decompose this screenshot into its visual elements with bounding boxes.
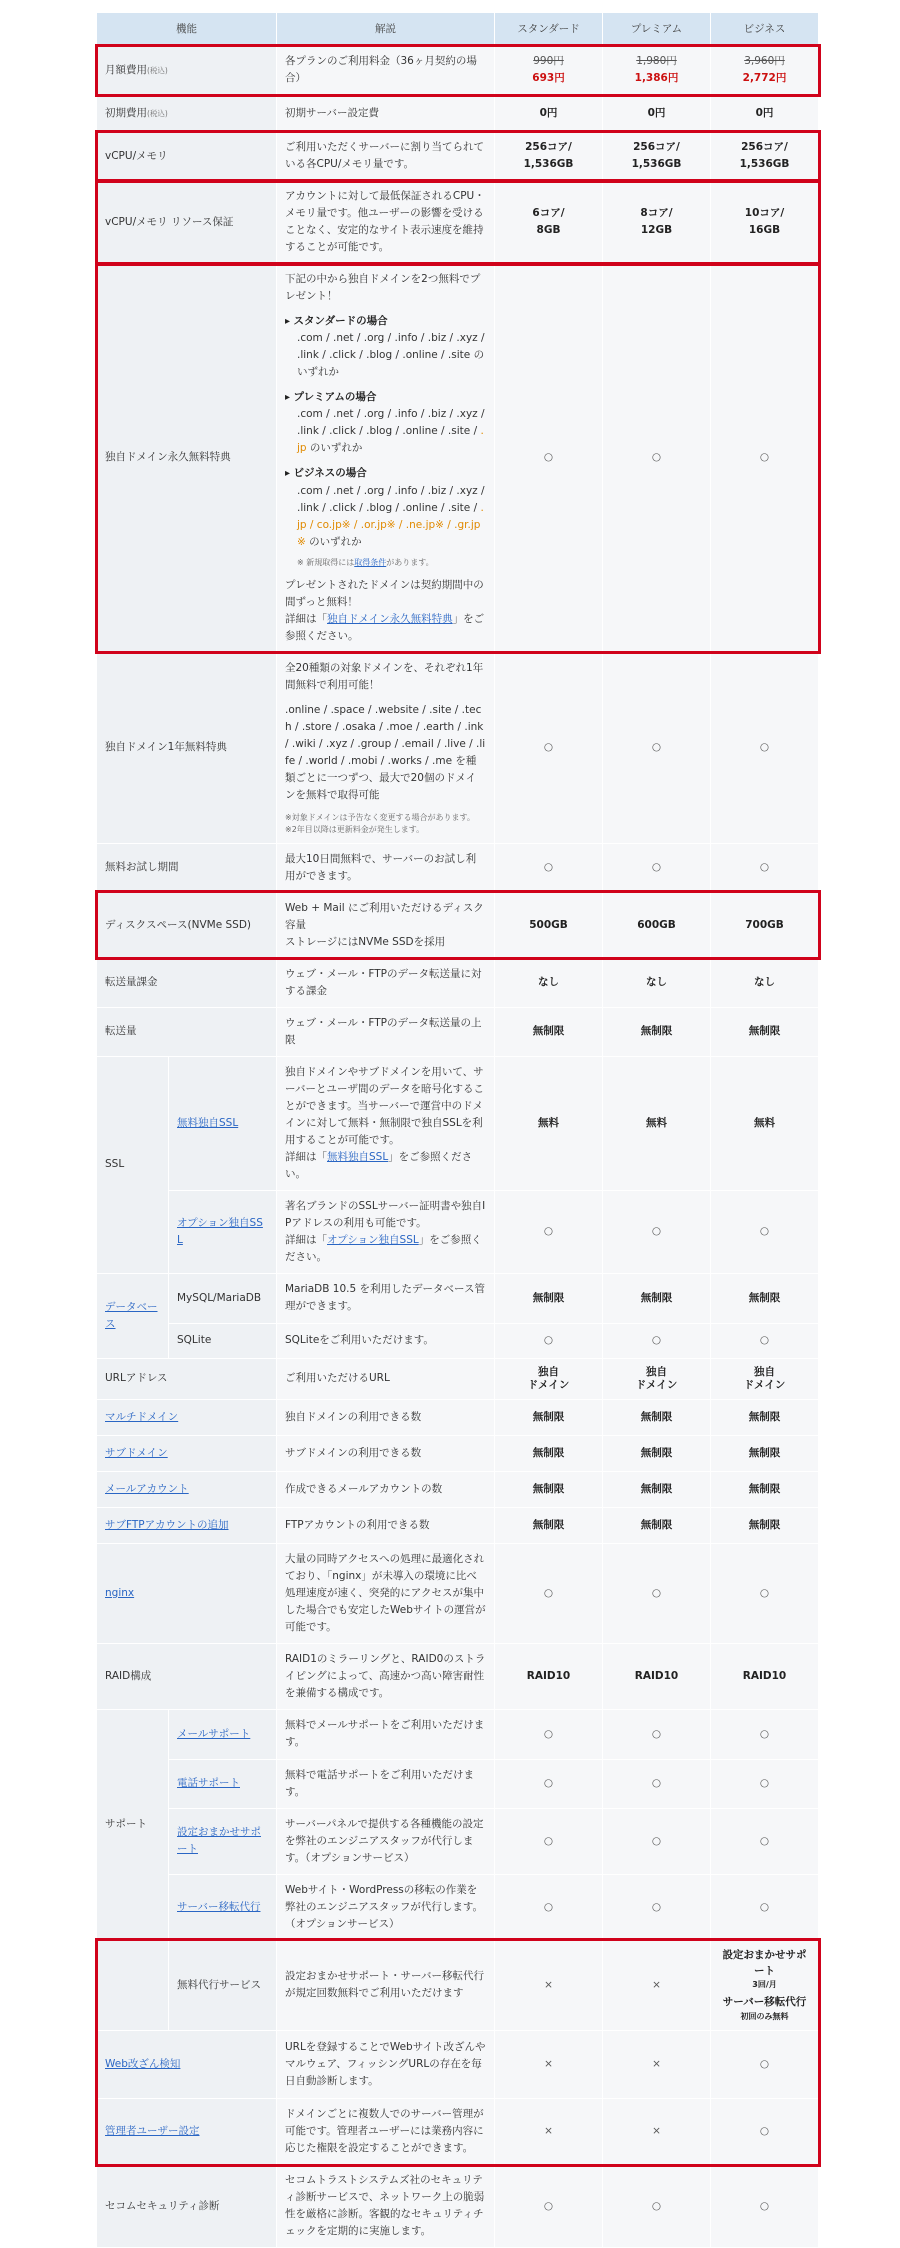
row-db-mysql <box>97 1273 819 1323</box>
label-mysql: MySQL/MariaDB <box>169 1273 277 1323</box>
domain-year-list: .online / .space / .website / .site / .tech / .store / .osaka / .moe / .earth / .ink / .wiki / .xyz / .group / .email / .live / .life / .world / .mobi / .works / .me を種類ごとに一つずつ、最大で20個のドメインを無料で取得可能 <box>285 703 486 801</box>
plan-title-business: ▸ ビジネスの場合 <box>285 465 486 482</box>
value-cell <box>711 1358 819 1399</box>
value-cell: 無料 <box>711 1056 819 1190</box>
phone-support-link[interactable]: 電話サポート <box>177 1777 240 1790</box>
value-cell: ○ <box>711 1808 819 1874</box>
value-cell <box>603 181 711 264</box>
value-cell: ○ <box>495 1323 603 1358</box>
value-cell: 無制限 <box>603 1471 711 1507</box>
row-multidomain <box>97 1399 819 1435</box>
desc-mail-account: 作成できるメールアカウントの数 <box>277 1471 495 1507</box>
value-cell: ○ <box>603 264 711 653</box>
value-line: 256コア/ <box>741 141 788 153</box>
value-cell <box>603 132 711 181</box>
domain-free-link[interactable]: 独自ドメイン永久無料特典 <box>327 612 453 625</box>
desc-monthly-fee: 各プランのご利用料金（36ヶ月契約の場合） <box>277 46 495 95</box>
value-cell: 無制限 <box>495 1471 603 1507</box>
desc-multidomain: 独自ドメインの利用できる数 <box>277 1399 495 1435</box>
value-line: 16GB <box>748 224 781 236</box>
value-cell: ○ <box>711 264 819 653</box>
domain-list-tail: のいずれか <box>306 442 363 455</box>
value-cell <box>603 1358 711 1399</box>
value-cell: ○ <box>603 1190 711 1273</box>
desc-transfer-fee: ウェブ・メール・FTPのデータ転送量に対する課金 <box>277 958 495 1007</box>
admin-user-link[interactable]: 管理者ユーザー設定 <box>105 2125 200 2138</box>
mail-account-link[interactable]: メールアカウント <box>105 1482 189 1495</box>
tax-note: (税込) <box>147 108 168 118</box>
desc-subdomain: サブドメインの利用できる数 <box>277 1435 495 1471</box>
value-cell: ○ <box>603 1874 711 1940</box>
domain-closing: プレゼントされたドメインは契約期間中の間ずっと無料！ <box>285 578 484 608</box>
label-multidomain <box>97 1399 277 1435</box>
desc-support-migration: Webサイト・WordPressの移転の作業を弊社のエンジニアスタッフが代行します。（オプションサービス） <box>277 1874 495 1940</box>
value-cell: 無制限 <box>711 1435 819 1471</box>
label-tamper <box>97 2031 277 2099</box>
value-cell: RAID10 <box>495 1643 603 1709</box>
desc-disk <box>277 892 495 958</box>
domain-intro: 下記の中から独自ドメインを2つ無料でプレゼント！ <box>285 273 481 302</box>
value-line: 3回/月 <box>752 1980 777 1990</box>
header-description: 解説 <box>277 13 495 46</box>
value-cell: × <box>495 1940 603 2030</box>
row-nginx <box>97 1543 819 1643</box>
value-cell: 無料 <box>603 1056 711 1190</box>
row-ssl-option <box>97 1190 819 1273</box>
domain-list-business <box>285 483 486 551</box>
desc-free-agency: 設定おまかせサポート・サーバー移転代行が規定回数無料でご利用いただけます <box>277 1940 495 2030</box>
price-business <box>711 46 819 95</box>
label-vcpu-guarantee: vCPU/メモリ リソース保証 <box>97 181 277 264</box>
label-ssl: SSL <box>97 1056 169 1273</box>
label-trial: 無料お試し期間 <box>97 843 277 892</box>
row-initial-fee <box>97 95 819 132</box>
ssl-option-desc: 著名ブランドのSSLサーバー証明書や独自IPアドレスの利用も可能です。 <box>285 1199 486 1229</box>
desc-support-phone: 無料で電話サポートをご利用いただけます。 <box>277 1759 495 1808</box>
label-transfer: 転送量 <box>97 1007 277 1056</box>
plan-title-standard: ▸ スタンダードの場合 <box>285 313 486 330</box>
value-line: 1,536GB <box>631 158 682 170</box>
label-ssl-option <box>169 1190 277 1273</box>
table-header <box>97 13 819 46</box>
value-cell: ○ <box>711 1759 819 1808</box>
value-cell: ○ <box>495 2165 603 2248</box>
value-cell: 無制限 <box>603 1399 711 1435</box>
value-cell: 無制限 <box>495 1273 603 1323</box>
value-line: 10コア/ <box>744 207 785 219</box>
monthly-fee-label: 月額費用 <box>105 63 147 76</box>
row-vcpu <box>97 132 819 181</box>
row-support-mail <box>97 1709 819 1759</box>
nginx-link[interactable]: nginx <box>105 1586 135 1599</box>
subdomain-link[interactable]: サブドメイン <box>105 1446 168 1459</box>
value-cell <box>711 1940 819 2030</box>
value-line: ドメイン <box>635 1378 678 1391</box>
value-line: 独自 <box>646 1365 667 1378</box>
value-cell: RAID10 <box>711 1643 819 1709</box>
value-cell: なし <box>495 958 603 1007</box>
value-cell: 無制限 <box>603 1273 711 1323</box>
value-cell: ○ <box>603 1759 711 1808</box>
row-transfer <box>97 1007 819 1056</box>
domain-list-premium <box>285 406 486 457</box>
label-database <box>97 1273 169 1358</box>
row-subdomain <box>97 1435 819 1471</box>
value-cell: ○ <box>711 1709 819 1759</box>
header-premium: プレミアム <box>603 13 711 46</box>
row-mail-account <box>97 1471 819 1507</box>
value-cell: 600GB <box>603 892 711 958</box>
desc-support-mail: 無料でメールサポートをご利用いただけます。 <box>277 1709 495 1759</box>
value-line: 256コア/ <box>525 141 572 153</box>
row-support-phone <box>97 1759 819 1808</box>
label-mail-account <box>97 1471 277 1507</box>
value-cell: 無制限 <box>711 1507 819 1543</box>
value-cell <box>495 132 603 181</box>
label-support-phone <box>169 1759 277 1808</box>
desc-nginx: 大量の同時アクセスへの処理に最適化されており、「nginx」が未導入の環境に比べ処理速度が速く、突発的にアクセスが集中した場合でも安定したWebサイトの運営が可能です。 <box>277 1543 495 1643</box>
value-line: 8コア/ <box>640 207 673 219</box>
detail-text: 詳細は「 <box>285 1233 327 1246</box>
domain-list-standard: .com / .net / .org / .info / .biz / .xyz / .link / .click / .blog / .online / .site のいずれか <box>297 332 485 379</box>
value-cell: × <box>495 2031 603 2099</box>
value-cell: ○ <box>711 1190 819 1273</box>
desc-vcpu: ご利用いただくサーバーに割り当てられている各CPU/メモリ量です。 <box>277 132 495 181</box>
desc-tamper: URLを登録することでWebサイト改ざんやマルウェア、フィッシングURLの存在を毎日自動診断します。 <box>277 2031 495 2099</box>
row-admin-user <box>97 2099 819 2165</box>
value-cell <box>495 181 603 264</box>
value-line: 設定おまかせサポート <box>722 1948 807 1977</box>
row-domain-free <box>97 264 819 653</box>
label-nginx <box>97 1543 277 1643</box>
desc-initial-fee: 初期サーバー設定費 <box>277 95 495 132</box>
value-cell: ○ <box>711 2165 819 2248</box>
row-disk <box>97 892 819 958</box>
disk-desc: Web + Mail にご利用いただけるディスク容量 <box>285 901 484 931</box>
label-url: URLアドレス <box>97 1358 277 1399</box>
free-ssl-link[interactable]: 無料独自SSL <box>177 1116 239 1129</box>
label-initial-fee <box>97 95 277 132</box>
value-cell: × <box>495 2099 603 2165</box>
domain-year-note: ※2年目以降は更新料金が発生します。 <box>285 824 425 834</box>
desc-domain-free <box>277 264 495 653</box>
domain-list-text: .com / .net / .org / .info / .biz / .xyz / .link / .click / .blog / .online / .site / <box>297 484 485 514</box>
value-cell: 0円 <box>711 95 819 132</box>
price-standard <box>495 46 603 95</box>
detail-text: 」をご参照ください。 <box>285 612 485 642</box>
value-line: 独自 <box>538 1365 559 1378</box>
value-cell <box>495 1358 603 1399</box>
row-raid <box>97 1643 819 1709</box>
plan-title-premium: ▸ プレミアムの場合 <box>285 389 486 406</box>
label-transfer-fee: 転送量課金 <box>97 958 277 1007</box>
value-cell: ○ <box>495 1709 603 1759</box>
acquisition-conditions-link[interactable]: 取得条件 <box>354 557 387 567</box>
value-cell: なし <box>711 958 819 1007</box>
detail-text: 」をご参照ください。 <box>285 1233 482 1263</box>
note-text: ※ 新規取得には <box>297 557 355 567</box>
value-cell: ○ <box>603 2165 711 2248</box>
value-cell: ○ <box>711 1874 819 1940</box>
value-cell <box>711 181 819 264</box>
row-domain-year <box>97 652 819 843</box>
value-cell: × <box>603 1940 711 2030</box>
row-vcpu-guarantee <box>97 181 819 264</box>
desc-vcpu-guarantee: アカウントに対して最低保証されるCPU・メモリ量です。他ユーザーの影響を受けることなく、安定的なサイト表示速度を維持することが可能です。 <box>277 181 495 264</box>
label-monthly-fee <box>97 46 277 95</box>
value-cell: なし <box>603 958 711 1007</box>
value-line: ドメイン <box>743 1378 786 1391</box>
value-line: 初回のみ無料 <box>740 2012 789 2022</box>
value-cell: ○ <box>711 2099 819 2165</box>
value-cell: 無制限 <box>711 1471 819 1507</box>
desc-support-setup: サーバーパネルで提供する各種機能の設定を弊社のエンジニアスタッフが代行します。（オプションサービス） <box>277 1808 495 1874</box>
value-line: サーバー移転代行 <box>722 1996 807 2009</box>
row-url <box>97 1358 819 1399</box>
label-support-mail <box>169 1709 277 1759</box>
label-admin-user <box>97 2099 277 2165</box>
label-free-agency: 無料代行サービス <box>169 1940 277 2030</box>
label-sqlite: SQLite <box>169 1323 277 1358</box>
desc-domain-year <box>277 652 495 843</box>
desc-admin-user: ドメインごとに複数人でのサーバー管理が可能です。管理者ユーザーには業務内容に応じた権限を設定することができます。 <box>277 2099 495 2165</box>
row-ssl-free <box>97 1056 819 1190</box>
value-line: ドメイン <box>527 1378 570 1391</box>
domain-list-text: .com / .net / .org / .info / .biz / .xyz / .link / .click / .blog / .online / .site / <box>297 408 485 438</box>
desc-secom: セコムトラストシステムズ社のセキュリティ診断サービスで、ネットワーク上の脆弱性を厳格に診断。客観的なセキュリティチェックを定期的に実施します。 <box>277 2165 495 2248</box>
new-price: 2,772円 <box>742 72 787 84</box>
value-cell: 無制限 <box>495 1399 603 1435</box>
value-cell: 0円 <box>603 95 711 132</box>
old-price: 3,960円 <box>744 55 785 67</box>
domain-detail <box>285 613 484 642</box>
value-cell: ○ <box>495 652 603 843</box>
migration-support-link[interactable]: サーバー移転代行 <box>177 1900 261 1913</box>
domain-jp: .jp <box>297 425 484 455</box>
value-cell: 無制限 <box>603 1007 711 1056</box>
value-cell: ○ <box>603 652 711 843</box>
label-subdomain <box>97 1435 277 1471</box>
desc-raid: RAID1のミラーリングと、RAID0のストライピングによって、高速かつ高い障害耐性を兼備する構成です。 <box>277 1643 495 1709</box>
label-domain-free: 独自ドメイン永久無料特典 <box>97 264 277 653</box>
option-ssl-detail-link[interactable]: オプション独自SSL <box>327 1233 419 1246</box>
value-cell: ○ <box>603 843 711 892</box>
tamper-detection-link[interactable]: Web改ざん検知 <box>105 2058 181 2071</box>
row-secom <box>97 2165 819 2248</box>
value-cell: ○ <box>711 1323 819 1358</box>
value-cell: ○ <box>603 1808 711 1874</box>
value-cell: × <box>603 2099 711 2165</box>
desc-url: ご利用いただけるURL <box>277 1358 495 1399</box>
desc-transfer: ウェブ・メール・FTPのデータ転送量の上限 <box>277 1007 495 1056</box>
value-cell: ○ <box>495 1543 603 1643</box>
label-vcpu: vCPU/メモリ <box>97 132 277 181</box>
desc-sub-ftp: FTPアカウントの利用できる数 <box>277 1507 495 1543</box>
note-text: があります。 <box>386 557 434 567</box>
value-line: 12GB <box>640 224 673 236</box>
label-domain-year: 独自ドメイン1年無料特典 <box>97 652 277 843</box>
value-cell: ○ <box>495 1190 603 1273</box>
header-business: ビジネス <box>711 13 819 46</box>
disk-desc: ストレージにはNVMe SSDを採用 <box>285 935 446 948</box>
old-price: 990円 <box>533 55 564 67</box>
row-db-sqlite <box>97 1323 819 1358</box>
value-line: 6コア/ <box>532 207 565 219</box>
option-ssl-link[interactable]: オプション独自SSL <box>177 1216 263 1246</box>
detail-text: 詳細は「 <box>285 1150 327 1163</box>
price-premium <box>603 46 711 95</box>
value-cell: ○ <box>711 2031 819 2099</box>
value-cell: ○ <box>711 843 819 892</box>
value-cell: 700GB <box>711 892 819 958</box>
value-cell: ○ <box>603 1323 711 1358</box>
new-price: 1,386円 <box>634 72 679 84</box>
new-price: 693円 <box>532 72 565 84</box>
row-monthly-fee <box>97 46 819 95</box>
spec-table <box>96 12 819 2248</box>
value-line: 独自 <box>754 1365 775 1378</box>
value-cell: 無制限 <box>711 1399 819 1435</box>
row-trial <box>97 843 819 892</box>
value-cell: 無制限 <box>495 1007 603 1056</box>
value-cell: ○ <box>711 1543 819 1643</box>
value-cell: ○ <box>495 843 603 892</box>
initial-fee-label: 初期費用 <box>105 106 147 119</box>
row-tamper <box>97 2031 819 2099</box>
label-support-migration <box>169 1874 277 1940</box>
row-support-migration <box>97 1874 819 1940</box>
value-cell: 0円 <box>495 95 603 132</box>
domain-jp: .jp / co.jp※ / .or.jp※ / .ne.jp※ / .gr.jp※ <box>297 501 484 548</box>
desc-mysql: MariaDB 10.5 を利用したデータベース管理ができます。 <box>277 1273 495 1323</box>
desc-sqlite: SQLiteをご利用いただけます。 <box>277 1323 495 1358</box>
row-support-setup <box>97 1808 819 1874</box>
value-cell: 無制限 <box>603 1507 711 1543</box>
desc-ssl-option <box>277 1190 495 1273</box>
setup-support-link[interactable]: 設定おまかせサポート <box>177 1826 261 1856</box>
value-cell: 無制限 <box>495 1435 603 1471</box>
label-sub-ftp <box>97 1507 277 1543</box>
acquisition-note <box>285 557 486 569</box>
label-secom: セコムセキュリティ診断 <box>97 2165 277 2248</box>
header-feature: 機能 <box>97 13 277 46</box>
multidomain-link[interactable]: マルチドメイン <box>105 1410 179 1423</box>
value-cell: 無制限 <box>603 1435 711 1471</box>
row-sub-ftp <box>97 1507 819 1543</box>
desc-trial: 最大10日間無料で、サーバーのお試し利用ができます。 <box>277 843 495 892</box>
value-cell: ○ <box>495 1808 603 1874</box>
value-line: 256コア/ <box>633 141 680 153</box>
value-cell: × <box>603 2031 711 2099</box>
value-line: 1,536GB <box>739 158 790 170</box>
free-ssl-detail-link[interactable]: 無料独自SSL <box>327 1150 389 1163</box>
row-free-agency <box>97 1940 819 2030</box>
spec-comparison <box>96 12 818 2248</box>
value-cell: 無制限 <box>711 1007 819 1056</box>
detail-text: 詳細は「 <box>285 612 327 625</box>
label-ssl-free <box>169 1056 277 1190</box>
value-cell: ○ <box>603 1543 711 1643</box>
value-cell: RAID10 <box>603 1643 711 1709</box>
mail-support-link[interactable]: メールサポート <box>177 1727 251 1740</box>
label-support: サポート <box>97 1709 169 1940</box>
value-cell: 無制限 <box>495 1507 603 1543</box>
database-link[interactable]: データベース <box>105 1300 158 1330</box>
label-disk: ディスクスペース(NVMe SSD) <box>97 892 277 958</box>
value-line: 8GB <box>536 224 561 236</box>
value-cell: ○ <box>711 652 819 843</box>
label-support-setup <box>169 1808 277 1874</box>
detail-text: 」をご参照ください。 <box>285 1150 473 1180</box>
domain-year-note: ※対象ドメインは予告なく変更する場合があります。 <box>285 812 475 822</box>
value-cell: 無制限 <box>711 1273 819 1323</box>
value-cell: ○ <box>603 1709 711 1759</box>
label-raid: RAID構成 <box>97 1643 277 1709</box>
value-cell: ○ <box>495 1759 603 1808</box>
desc-ssl-free <box>277 1056 495 1190</box>
value-cell: 無料 <box>495 1056 603 1190</box>
label-free-agency-blank <box>97 1940 169 2030</box>
old-price: 1,980円 <box>636 55 677 67</box>
value-cell: ○ <box>495 1874 603 1940</box>
tax-note: (税込) <box>147 65 168 75</box>
value-cell: 500GB <box>495 892 603 958</box>
ssl-free-desc: 独自ドメインやサブドメインを用いて、サーバーとユーザ間のデータを暗号化することができます。当サーバーで運営中のドメインに対して無料・無制限で独自SSLを利用することが可能です。 <box>285 1065 484 1146</box>
value-cell: ○ <box>495 264 603 653</box>
value-line: 1,536GB <box>523 158 574 170</box>
sub-ftp-link[interactable]: サブFTPアカウントの追加 <box>105 1518 229 1531</box>
header-standard: スタンダード <box>495 13 603 46</box>
value-cell <box>711 132 819 181</box>
row-transfer-fee <box>97 958 819 1007</box>
domain-year-intro: 全20種類の対象ドメインを、それぞれ1年間無料で利用可能！ <box>285 661 484 691</box>
domain-list-tail: のいずれか <box>305 535 362 548</box>
